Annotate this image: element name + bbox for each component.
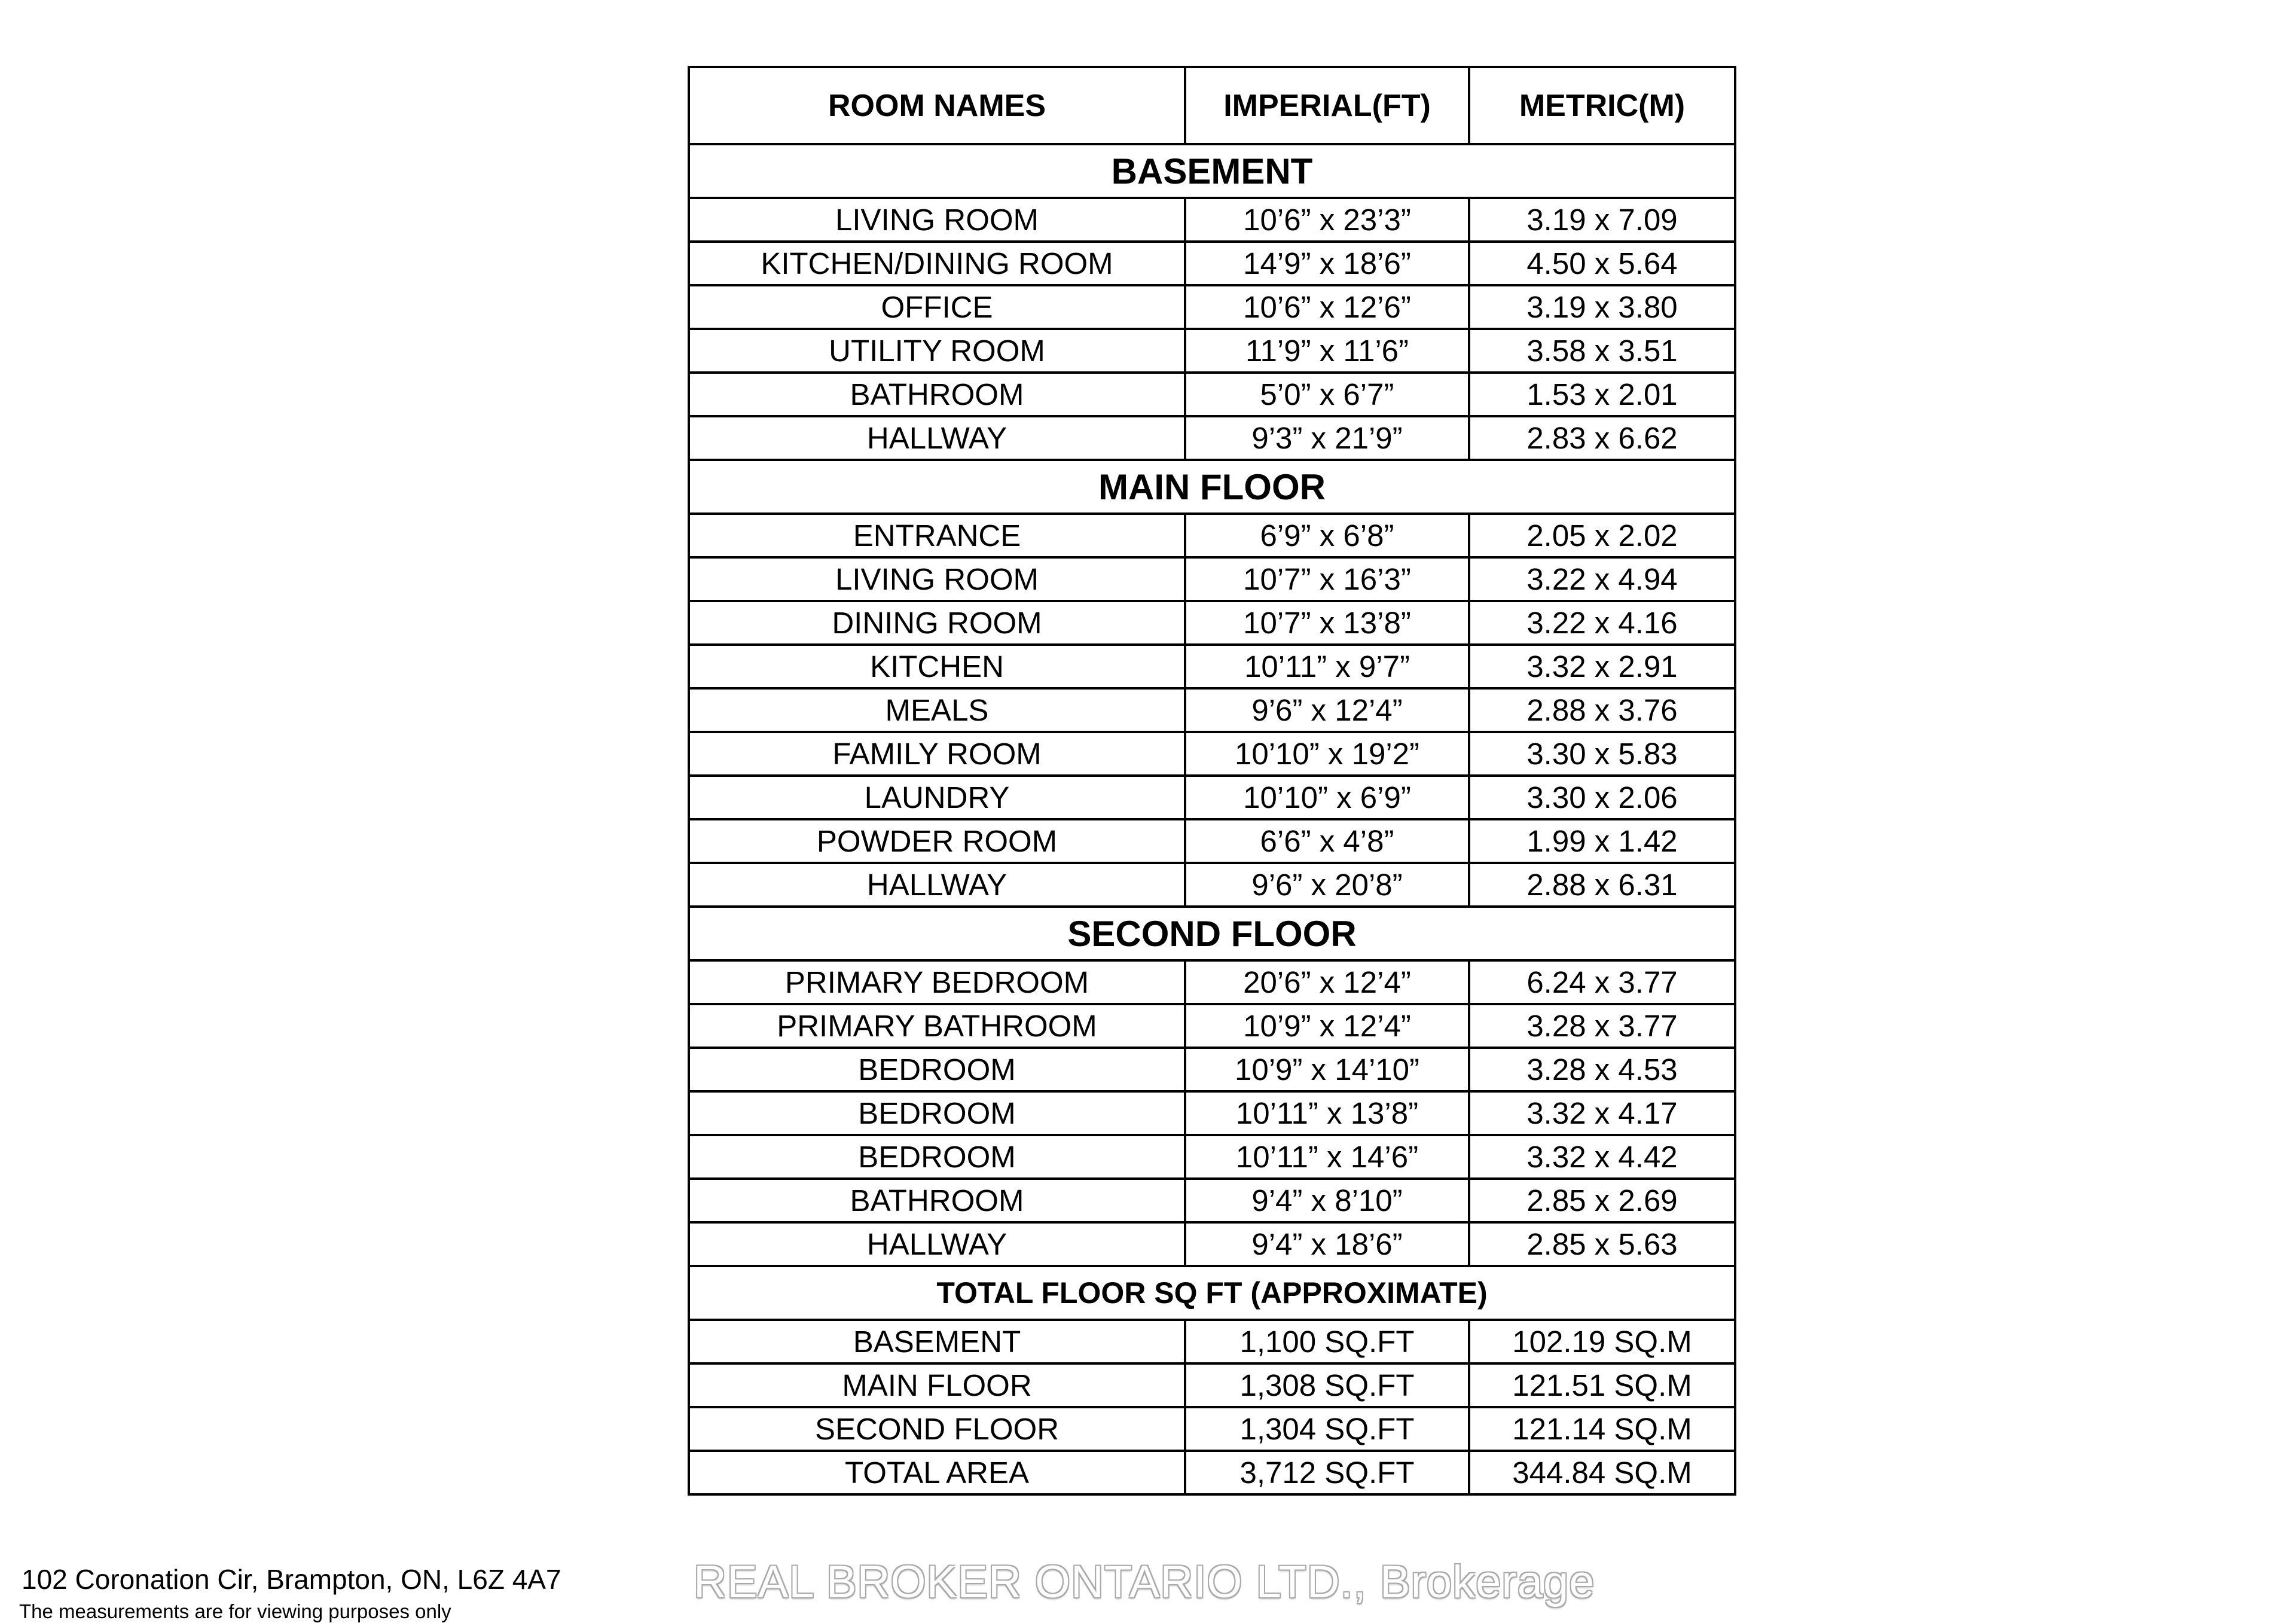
metric-cell: 1.99 x 1.42 (1469, 819, 1735, 863)
room-name-cell: LIVING ROOM (689, 557, 1185, 601)
property-address: 102 Coronation Cir, Brampton, ON, L6Z 4A7 (22, 1564, 561, 1595)
imperial-cell: 10’6” x 23’3” (1185, 198, 1469, 242)
table-row (689, 1320, 1735, 1363)
table-row (689, 645, 1735, 688)
room-name-cell: HALLWAY (689, 416, 1185, 460)
table-row (689, 863, 1735, 907)
metric-cell: 2.88 x 6.31 (1469, 863, 1735, 907)
imperial-cell: 6’6” x 4’8” (1185, 819, 1469, 863)
imperial-cell: 9’6” x 20’8” (1185, 863, 1469, 907)
imperial-cell: 9’4” x 18’6” (1185, 1222, 1469, 1266)
table-row (689, 1004, 1735, 1048)
imperial-cell: 1,308 SQ.FT (1185, 1363, 1469, 1407)
table-row (689, 601, 1735, 645)
room-name-cell: FAMILY ROOM (689, 732, 1185, 776)
room-name-cell: MEALS (689, 688, 1185, 732)
section-header-row (689, 907, 1735, 960)
header-room-names: ROOM NAMES (689, 67, 1185, 144)
brokerage-watermark: REAL BROKER ONTARIO LTD., Brokerage (694, 1557, 1595, 1607)
section-header-row (689, 144, 1735, 198)
room-name-cell: OFFICE (689, 285, 1185, 329)
room-name-cell: BEDROOM (689, 1048, 1185, 1091)
metric-cell: 2.85 x 5.63 (1469, 1222, 1735, 1266)
room-name-cell: DINING ROOM (689, 601, 1185, 645)
metric-cell: 4.50 x 5.64 (1469, 242, 1735, 285)
room-name-cell: POWDER ROOM (689, 819, 1185, 863)
metric-cell: 3.28 x 3.77 (1469, 1004, 1735, 1048)
table-row (689, 329, 1735, 373)
metric-cell: 344.84 SQ.M (1469, 1451, 1735, 1494)
header-metric: METRIC(M) (1469, 67, 1735, 144)
table-row (689, 819, 1735, 863)
imperial-cell: 10’10” x 6’9” (1185, 776, 1469, 819)
room-name-cell: ENTRANCE (689, 514, 1185, 557)
table-row (689, 285, 1735, 329)
metric-cell: 121.14 SQ.M (1469, 1407, 1735, 1451)
table-row (689, 1091, 1735, 1135)
imperial-cell: 9’4” x 8’10” (1185, 1179, 1469, 1222)
metric-cell: 3.19 x 3.80 (1469, 285, 1735, 329)
metric-cell: 102.19 SQ.M (1469, 1320, 1735, 1363)
metric-cell: 121.51 SQ.M (1469, 1363, 1735, 1407)
imperial-cell: 1,304 SQ.FT (1185, 1407, 1469, 1451)
table-row (689, 242, 1735, 285)
section-header-row (689, 460, 1735, 514)
metric-cell: 3.32 x 4.17 (1469, 1091, 1735, 1135)
metric-cell: 2.83 x 6.62 (1469, 416, 1735, 460)
table-row (689, 557, 1735, 601)
room-name-cell: MAIN FLOOR (689, 1363, 1185, 1407)
table-row (689, 373, 1735, 416)
table-row (689, 1048, 1735, 1091)
metric-cell: 2.05 x 2.02 (1469, 514, 1735, 557)
room-name-cell: HALLWAY (689, 863, 1185, 907)
table-row (689, 1407, 1735, 1451)
table-row (689, 1451, 1735, 1494)
section-title: MAIN FLOOR (689, 460, 1735, 514)
measurement-disclaimer: The measurements are for viewing purposes only (19, 1600, 451, 1622)
room-name-cell: TOTAL AREA (689, 1451, 1185, 1494)
imperial-cell: 11’9” x 11’6” (1185, 329, 1469, 373)
imperial-cell: 10’9” x 12’4” (1185, 1004, 1469, 1048)
table-row (689, 960, 1735, 1004)
metric-cell: 3.28 x 4.53 (1469, 1048, 1735, 1091)
imperial-cell: 1,100 SQ.FT (1185, 1320, 1469, 1363)
table-row (689, 1179, 1735, 1222)
metric-cell: 3.32 x 2.91 (1469, 645, 1735, 688)
room-name-cell: BASEMENT (689, 1320, 1185, 1363)
imperial-cell: 9’6” x 12’4” (1185, 688, 1469, 732)
table-row (689, 732, 1735, 776)
room-name-cell: PRIMARY BEDROOM (689, 960, 1185, 1004)
metric-cell: 3.58 x 3.51 (1469, 329, 1735, 373)
room-measurements-table (688, 66, 1736, 1496)
metric-cell: 3.22 x 4.16 (1469, 601, 1735, 645)
room-name-cell: UTILITY ROOM (689, 329, 1185, 373)
table-row (689, 514, 1735, 557)
header-imperial: IMPERIAL(FT) (1185, 67, 1469, 144)
imperial-cell: 10’7” x 16’3” (1185, 557, 1469, 601)
imperial-cell: 9’3” x 21’9” (1185, 416, 1469, 460)
room-name-cell: PRIMARY BATHROOM (689, 1004, 1185, 1048)
room-name-cell: BEDROOM (689, 1135, 1185, 1179)
metric-cell: 3.22 x 4.94 (1469, 557, 1735, 601)
imperial-cell: 14’9” x 18’6” (1185, 242, 1469, 285)
imperial-cell: 5’0” x 6’7” (1185, 373, 1469, 416)
table-row (689, 776, 1735, 819)
room-name-cell: BATHROOM (689, 1179, 1185, 1222)
section-title: TOTAL FLOOR SQ FT (APPROXIMATE) (689, 1266, 1735, 1320)
table-row (689, 1222, 1735, 1266)
imperial-cell: 10’7” x 13’8” (1185, 601, 1469, 645)
imperial-cell: 10’6” x 12’6” (1185, 285, 1469, 329)
imperial-cell: 10’9” x 14’10” (1185, 1048, 1469, 1091)
room-name-cell: LAUNDRY (689, 776, 1185, 819)
room-name-cell: KITCHEN/DINING ROOM (689, 242, 1185, 285)
table-body (689, 144, 1735, 1494)
imperial-cell: 10’11” x 9’7” (1185, 645, 1469, 688)
section-title: BASEMENT (689, 144, 1735, 198)
room-name-cell: BATHROOM (689, 373, 1185, 416)
totals-header-row (689, 1266, 1735, 1320)
room-name-cell: LIVING ROOM (689, 198, 1185, 242)
section-title: SECOND FLOOR (689, 907, 1735, 960)
table-header-row (689, 67, 1735, 144)
imperial-cell: 20’6” x 12’4” (1185, 960, 1469, 1004)
metric-cell: 3.30 x 5.83 (1469, 732, 1735, 776)
table-row (689, 416, 1735, 460)
metric-cell: 1.53 x 2.01 (1469, 373, 1735, 416)
table-row (689, 198, 1735, 242)
metric-cell: 3.19 x 7.09 (1469, 198, 1735, 242)
room-name-cell: SECOND FLOOR (689, 1407, 1185, 1451)
metric-cell: 3.30 x 2.06 (1469, 776, 1735, 819)
imperial-cell: 10’11” x 14’6” (1185, 1135, 1469, 1179)
table-row (689, 688, 1735, 732)
imperial-cell: 10’11” x 13’8” (1185, 1091, 1469, 1135)
imperial-cell: 3,712 SQ.FT (1185, 1451, 1469, 1494)
metric-cell: 2.85 x 2.69 (1469, 1179, 1735, 1222)
metric-cell: 6.24 x 3.77 (1469, 960, 1735, 1004)
room-name-cell: KITCHEN (689, 645, 1185, 688)
table-row (689, 1363, 1735, 1407)
table-row (689, 1135, 1735, 1179)
metric-cell: 2.88 x 3.76 (1469, 688, 1735, 732)
metric-cell: 3.32 x 4.42 (1469, 1135, 1735, 1179)
room-name-cell: BEDROOM (689, 1091, 1185, 1135)
imperial-cell: 10’10” x 19’2” (1185, 732, 1469, 776)
room-name-cell: HALLWAY (689, 1222, 1185, 1266)
imperial-cell: 6’9” x 6’8” (1185, 514, 1469, 557)
